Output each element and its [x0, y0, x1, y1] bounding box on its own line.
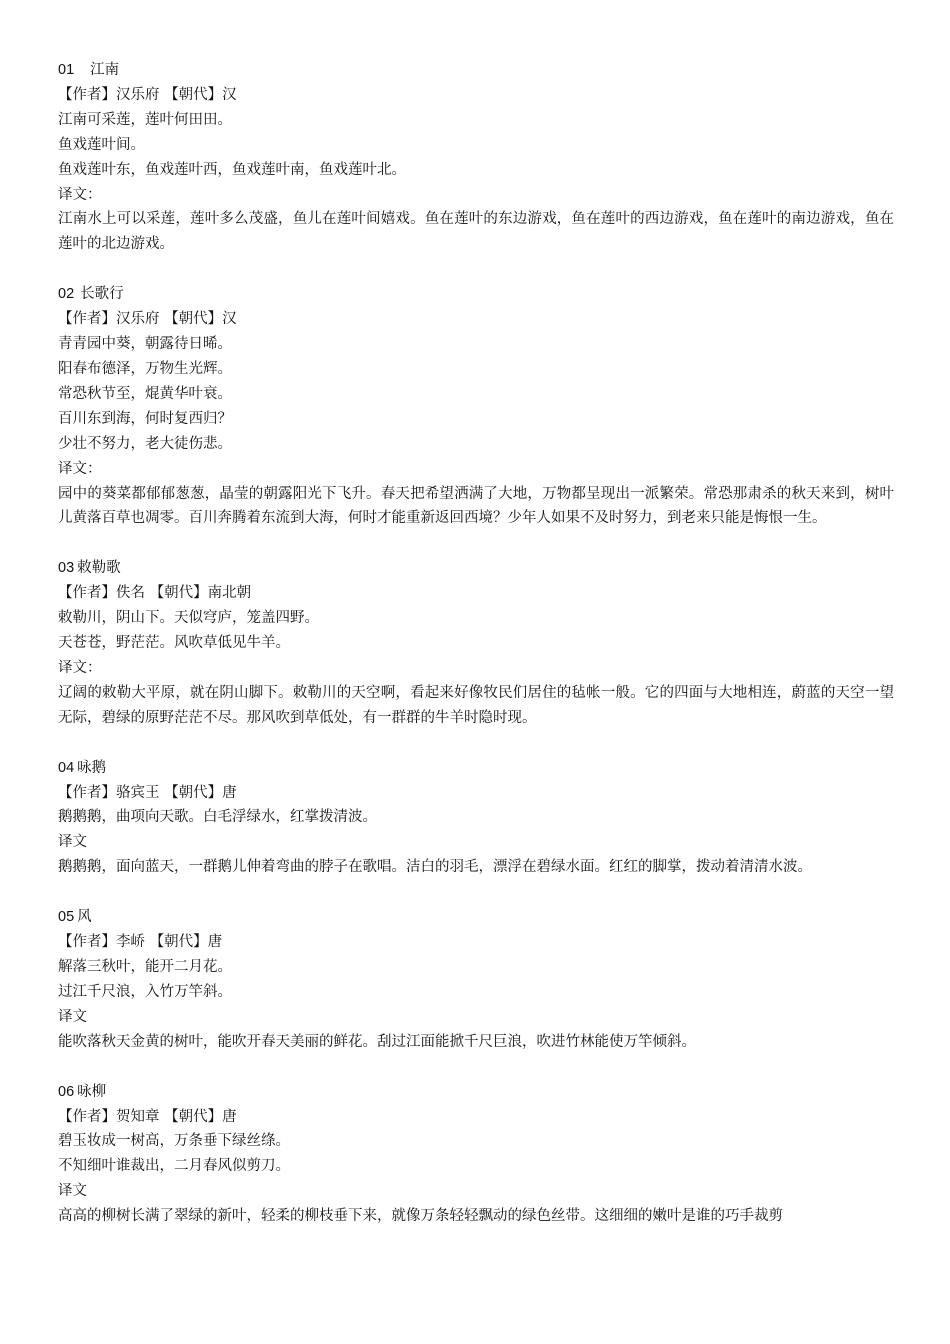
- poem-number: 06: [58, 1083, 75, 1100]
- translation-label: 译文: [58, 834, 87, 851]
- translation-text: 辽阔的敕勒大平原，就在阴山脚下。敕勒川的天空啊，看起来好像牧民们居住的毡帐一般。它的四面与大地相连，蔚蓝的天空一望无际，碧绿的原野茫茫不尽。那风吹到草低处，有一群群的牛羊时隐时现。: [58, 684, 894, 726]
- poem-title: 敕勒歌: [77, 560, 121, 577]
- poem-meta: 【作者】佚名 【朝代】南北朝: [58, 585, 252, 602]
- poem-title: 长歌行: [80, 286, 124, 303]
- poem-06: [58, 1080, 894, 1229]
- poem-number: 04: [58, 759, 75, 776]
- poem-line: 天苍苍，野茫茫。风吹草低见牛羊。: [58, 635, 290, 652]
- poem-title: 咏柳: [77, 1083, 107, 1100]
- translation-text: 鹅鹅鹅，面向蓝天，一群鹅儿伸着弯曲的脖子在歌唱。洁白的羽毛，漂浮在碧绿水面。红红的脚掌，拨动着清清水波。: [58, 859, 812, 876]
- poem-line: 青青园中葵，朝露待日晞。: [58, 336, 232, 353]
- poem-heading: [58, 282, 894, 307]
- translation-text: 园中的葵菜都郁郁葱葱，晶莹的朝露阳光下飞升。春天把希望洒满了大地，万物都呈现出一派繁荣。常恐那肃杀的秋天来到，树叶儿黄落百草也凋零。百川奔腾着东流到大海，何时才能重新返回西境？少年人如果不及时努力，到老来只能是悔恨一生。: [58, 485, 894, 527]
- poem-02: [58, 282, 894, 531]
- poem-03: [58, 556, 894, 730]
- poem-heading: [58, 556, 894, 581]
- poem-meta: 【作者】李峤 【朝代】唐: [58, 934, 223, 951]
- translation-text: 能吹落秋天金黄的树叶，能吹开春天美丽的鲜花。刮过江面能掀千尺巨浪，吹进竹林能使万竿倾斜。: [58, 1033, 696, 1050]
- translation-label: 译文：: [58, 186, 102, 203]
- poem-line: 碧玉妆成一树高，万条垂下绿丝绦。: [58, 1133, 290, 1150]
- poem-meta: 【作者】贺知章 【朝代】唐: [58, 1108, 237, 1125]
- poem-line: 阳春布德泽，万物生光辉。: [58, 360, 232, 377]
- poem-meta: 【作者】骆宾王 【朝代】唐: [58, 784, 237, 801]
- poem-line: 敕勒川，阴山下。天似穹庐，笼盖四野。: [58, 610, 319, 627]
- poem-number: 03: [58, 560, 75, 577]
- poem-heading: [58, 1080, 894, 1105]
- poem-line: 过江千尺浪，入竹万竿斜。: [58, 983, 232, 1000]
- poem-line: 常恐秋节至，焜黄华叶衰。: [58, 385, 232, 402]
- poem-line: 少壮不努力，老大徒伤悲。: [58, 435, 232, 452]
- poem-line: 百川东到海，何时复西归？: [58, 410, 232, 427]
- poem-meta: 【作者】汉乐府 【朝代】汉: [58, 86, 237, 103]
- translation-label: 译文：: [58, 460, 102, 477]
- poem-line: 鱼戏莲叶间。: [58, 136, 145, 153]
- poem-line: 不知细叶谁裁出，二月春风似剪刀。: [58, 1158, 290, 1175]
- translation-label: 译文：: [58, 659, 102, 676]
- document-page: [58, 58, 894, 1229]
- poem-line: 鱼戏莲叶东，鱼戏莲叶西，鱼戏莲叶南，鱼戏莲叶北。: [58, 161, 406, 178]
- poem-01: [58, 58, 894, 257]
- poem-heading: [58, 756, 894, 781]
- poem-title: 风: [77, 909, 92, 926]
- poem-title: 咏鹅: [77, 759, 107, 776]
- poem-number: 05: [58, 909, 75, 926]
- poem-line: 江南可采莲，莲叶何田田。: [58, 111, 232, 128]
- translation-label: 译文: [58, 1008, 87, 1025]
- translation-text: 高高的柳树长满了翠绿的新叶，轻柔的柳枝垂下来，就像万条轻轻飘动的绿色丝带。这细细的嫩叶是谁的巧手裁剪: [58, 1208, 783, 1225]
- poem-04: [58, 756, 894, 881]
- poem-line: 鹅鹅鹅，曲项向天歌。白毛浮绿水，红掌拨清波。: [58, 809, 377, 826]
- poem-05: [58, 905, 894, 1054]
- poem-line: 解落三秋叶，能开二月花。: [58, 959, 232, 975]
- translation-text: 江南水上可以采莲，莲叶多么茂盛，鱼儿在莲叶间嬉戏。鱼在莲叶的东边游戏，鱼在莲叶的西边游戏，鱼在莲叶的南边游戏，鱼在莲叶的北边游戏。: [58, 211, 894, 253]
- translation-label: 译文: [58, 1183, 87, 1200]
- poem-heading: [58, 58, 894, 83]
- poem-meta: 【作者】汉乐府 【朝代】汉: [58, 311, 237, 328]
- poem-title: 江南: [90, 62, 120, 78]
- poem-heading: [58, 905, 894, 930]
- poem-number: 01: [58, 62, 75, 78]
- poem-number: 02: [58, 286, 75, 303]
